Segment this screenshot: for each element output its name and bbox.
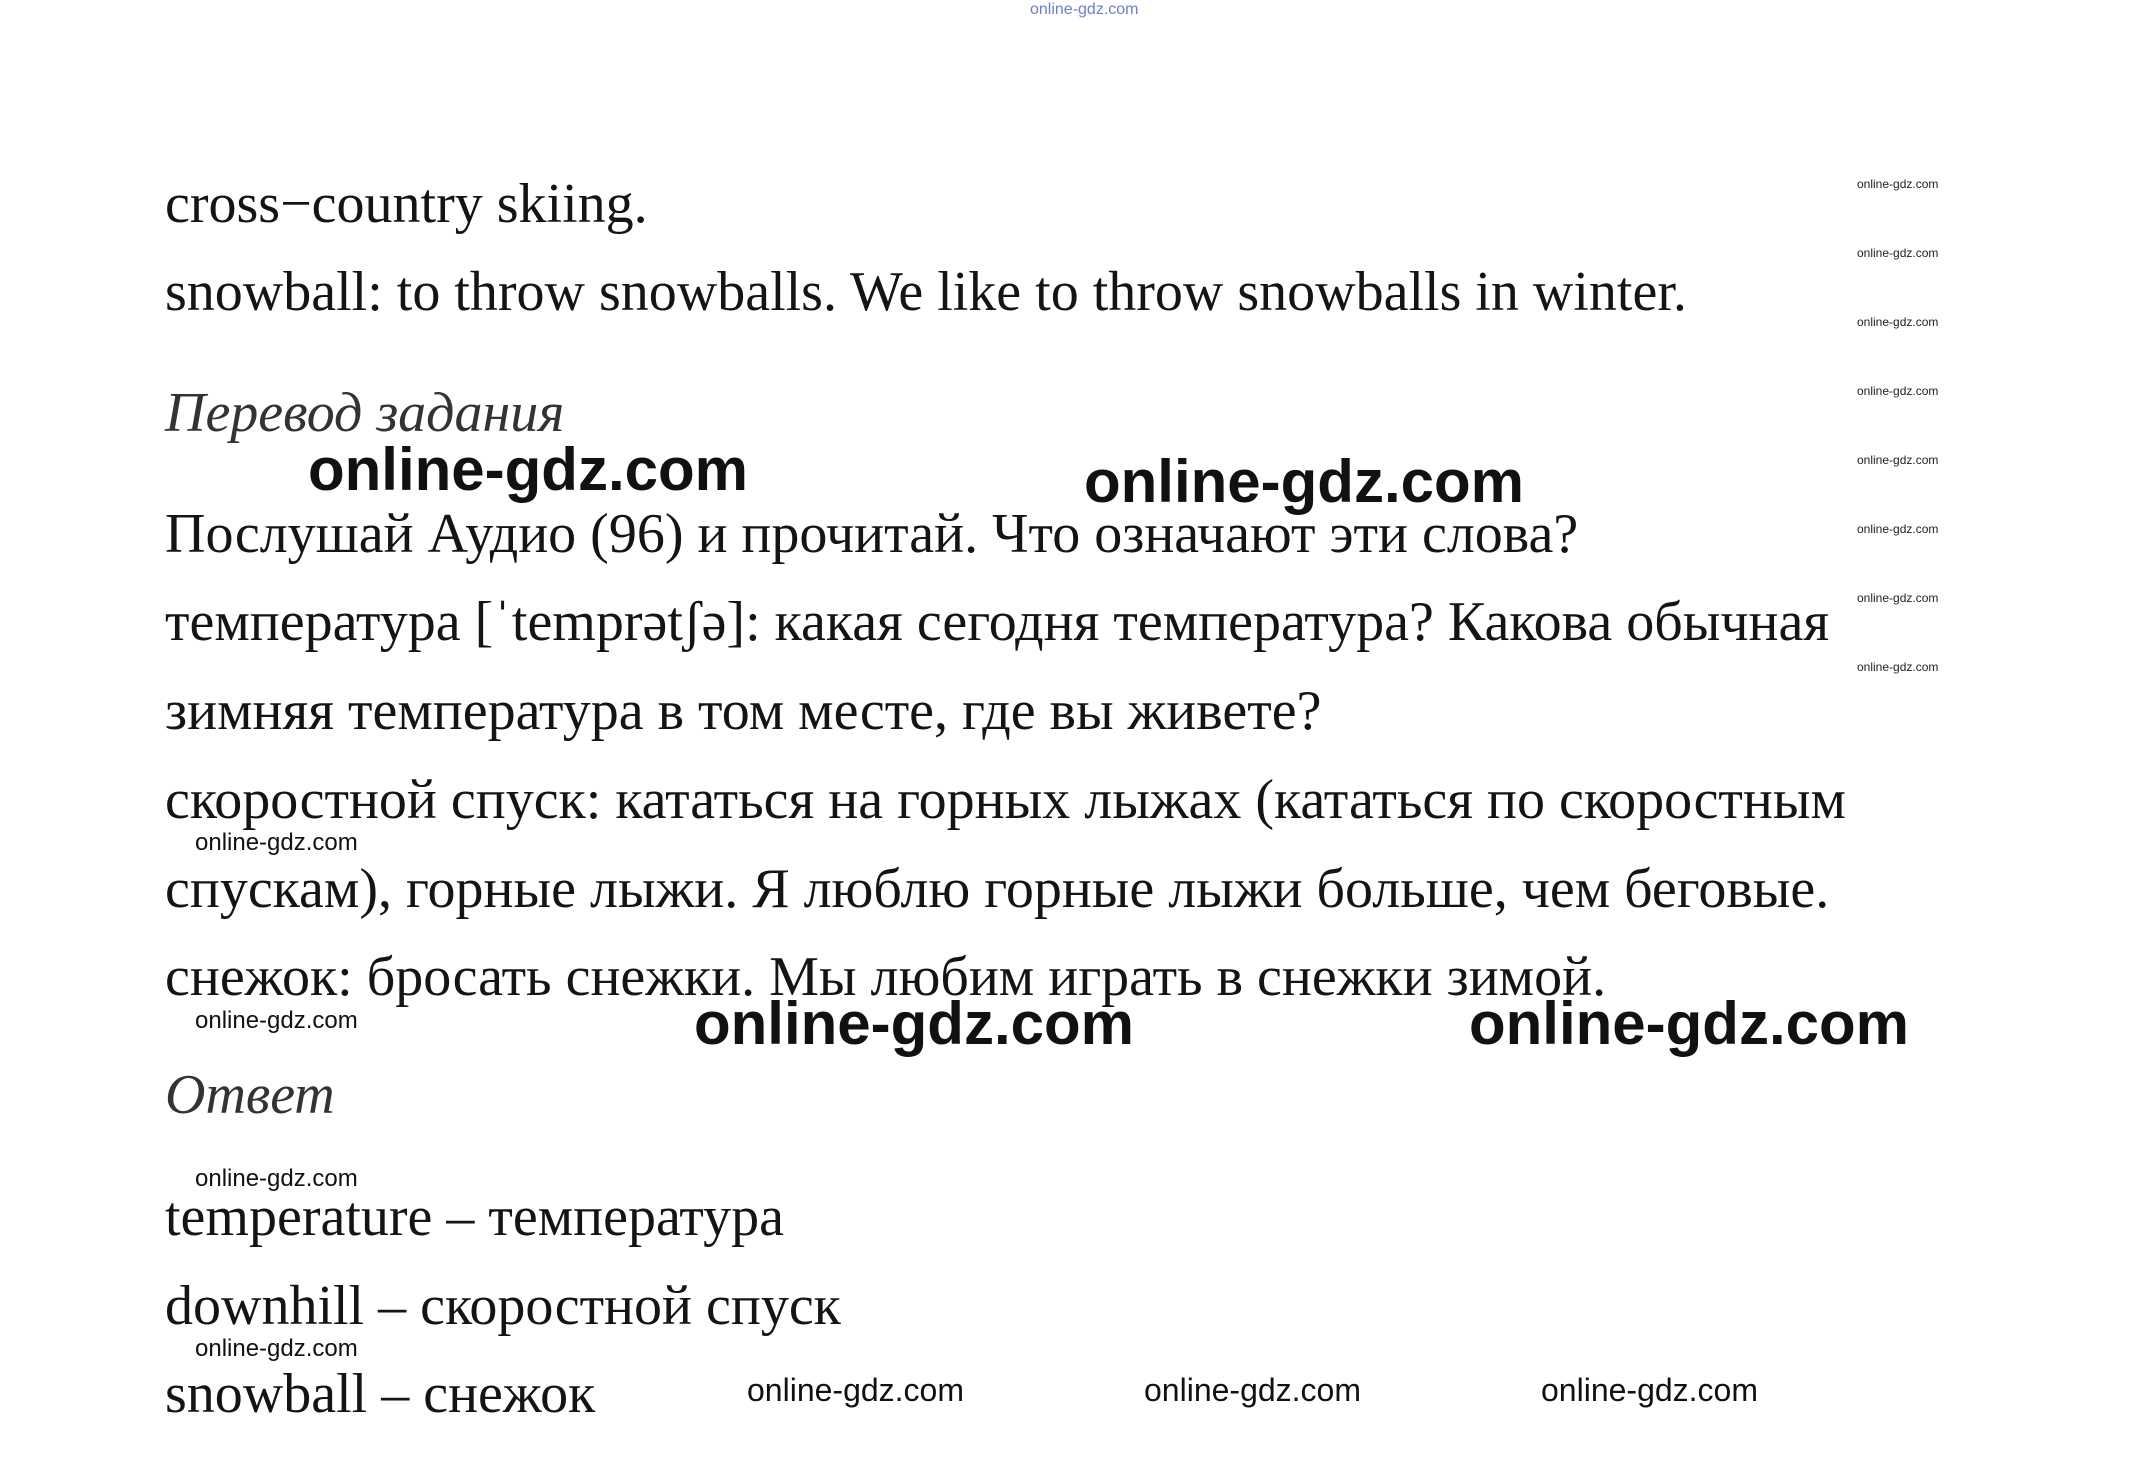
section-heading-answer: Ответ	[165, 1064, 335, 1126]
section-heading-translation: Перевод задания	[165, 382, 565, 444]
margin-watermark: online-gdz.com	[1857, 246, 1939, 260]
margin-watermark: online-gdz.com	[1857, 660, 1939, 674]
watermark: online-gdz.com	[195, 1335, 358, 1362]
watermark: online-gdz.com	[195, 829, 358, 856]
text-line: зимняя температура в том месте, где вы живете?	[165, 680, 1322, 742]
top-watermark: online-gdz.com	[1030, 1, 1139, 18]
margin-watermark: online-gdz.com	[1857, 453, 1939, 467]
text-line: снежок: бросать снежки. Мы любим играть в снежки зимой.	[165, 946, 1607, 1008]
margin-watermark: online-gdz.com	[1857, 177, 1939, 191]
margin-watermark: online-gdz.com	[1857, 315, 1939, 329]
text-line: downhill – скоростной спуск	[165, 1275, 841, 1337]
watermark: online-gdz.com	[747, 1372, 964, 1408]
watermark: online-gdz.com	[1541, 1372, 1758, 1408]
watermark: online-gdz.com	[195, 1007, 358, 1034]
text-line: cross−country skiing.	[165, 173, 648, 235]
watermark: online-gdz.com	[1469, 990, 1909, 1057]
margin-watermark: online-gdz.com	[1857, 384, 1939, 398]
text-line: температура [ˈtemprətʃə]: какая сегодня температура? Какова обычная	[165, 591, 1830, 653]
watermark: online-gdz.com	[1084, 448, 1524, 515]
watermark: online-gdz.com	[1144, 1372, 1361, 1408]
text-line: temperature – температура	[165, 1186, 784, 1248]
watermark: online-gdz.com	[195, 1165, 358, 1192]
watermark: online-gdz.com	[308, 436, 748, 503]
text-line: скоростной спуск: кататься на горных лыжах (кататься по скоростным	[165, 769, 1846, 831]
watermark: online-gdz.com	[694, 990, 1134, 1057]
margin-watermark: online-gdz.com	[1857, 522, 1939, 536]
text-line: спускам), горные лыжи. Я люблю горные лыжи больше, чем беговые.	[165, 858, 1830, 920]
text-line: snowball: to throw snowballs. We like to throw snowballs in winter.	[165, 261, 1687, 323]
text-line: Послушай Аудио (96) и прочитай. Что означают эти слова?	[165, 503, 1579, 565]
text-line: snowball – снежок	[165, 1363, 596, 1425]
margin-watermark: online-gdz.com	[1857, 591, 1939, 605]
